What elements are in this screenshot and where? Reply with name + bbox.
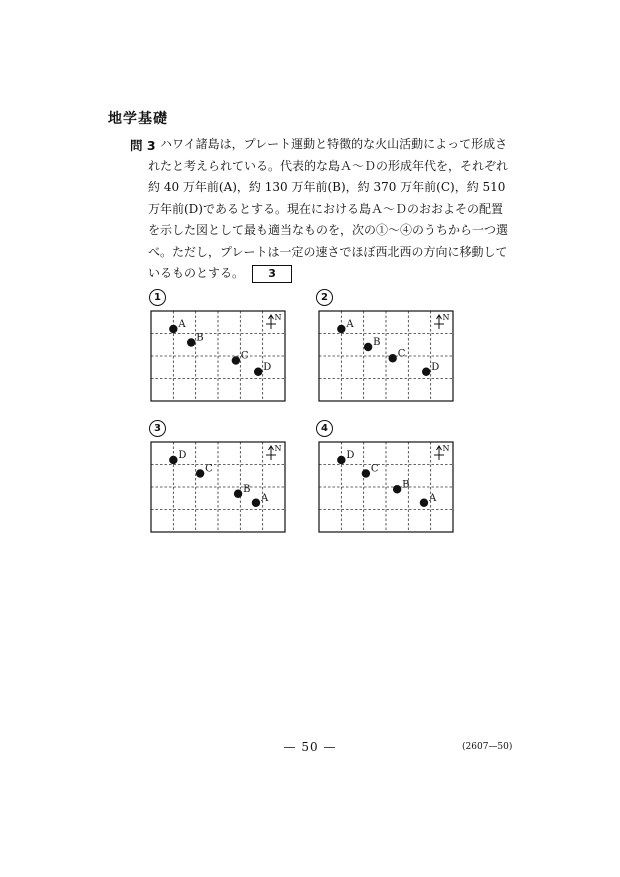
island-label-C: C (370, 463, 379, 475)
island-label-B: B (373, 337, 381, 348)
island-point-A (252, 499, 260, 507)
island-label-A: A (428, 492, 437, 504)
question-body: ハワイ諸島は，プレート運動と特徴的な火山活動によって形成されたと考えられている。代表的な島Ａ～Ｄの形成年代を，それぞれ約 40 万年前(A)，約 130 万年前(B)，約 370 万年前(C)，約 510 万年前(D)であるとする。現在における島Ａ～Ｄのおおよその配置を示した図として最も適当なものを，次の①～④のうちから一つ選べ。ただし，プレートは一定の速さでほぼ西北西の方向に移動しているものとする。 (148, 137, 509, 280)
option-label-3: 3 (149, 420, 166, 437)
island-label-D: D (178, 450, 187, 461)
island-label-C: C (397, 348, 406, 360)
page-code: (2607—50) (462, 742, 513, 752)
option-2-map (318, 310, 454, 402)
answer-box[interactable]: 3 (252, 265, 292, 283)
question-text (148, 134, 508, 285)
north-label: N (274, 444, 282, 453)
island-point-D (337, 456, 345, 464)
island-point-D (254, 368, 262, 376)
island-point-B (364, 343, 372, 351)
island-label-B: B (243, 483, 251, 495)
island-point-D (169, 456, 177, 464)
island-label-D: D (346, 450, 355, 461)
option-label-2: 2 (316, 289, 333, 306)
page-number: — 50 — (283, 740, 337, 754)
island-point-D (422, 368, 430, 376)
option-4-map (318, 441, 454, 533)
island-point-A (420, 499, 428, 507)
option-3-map (150, 441, 286, 533)
question-number: 問 3 (130, 138, 156, 153)
island-point-B (393, 485, 401, 493)
section-title: 地学基礎 (108, 111, 168, 127)
option-label-4: 4 (316, 420, 333, 437)
island-label-A: A (260, 492, 269, 504)
island-point-C (362, 469, 370, 477)
island-label-C: C (205, 463, 213, 475)
option-label-1: 1 (149, 289, 166, 306)
island-label-A: A (346, 319, 354, 330)
island-point-B (187, 338, 195, 346)
north-label: N (442, 313, 450, 322)
island-label-A: A (178, 319, 186, 330)
island-point-C (196, 469, 204, 477)
island-label-D: D (431, 361, 440, 373)
island-point-B (234, 490, 242, 498)
island-label-C: C (240, 350, 249, 362)
option-1-map (150, 310, 286, 402)
island-point-C (389, 354, 397, 362)
island-label-B: B (196, 332, 204, 344)
north-label: N (442, 444, 450, 453)
island-label-D: D (263, 361, 272, 373)
island-point-A (337, 325, 345, 333)
north-label: N (274, 313, 282, 322)
island-label-B: B (402, 479, 410, 491)
island-point-C (232, 356, 240, 364)
island-point-A (169, 325, 177, 333)
